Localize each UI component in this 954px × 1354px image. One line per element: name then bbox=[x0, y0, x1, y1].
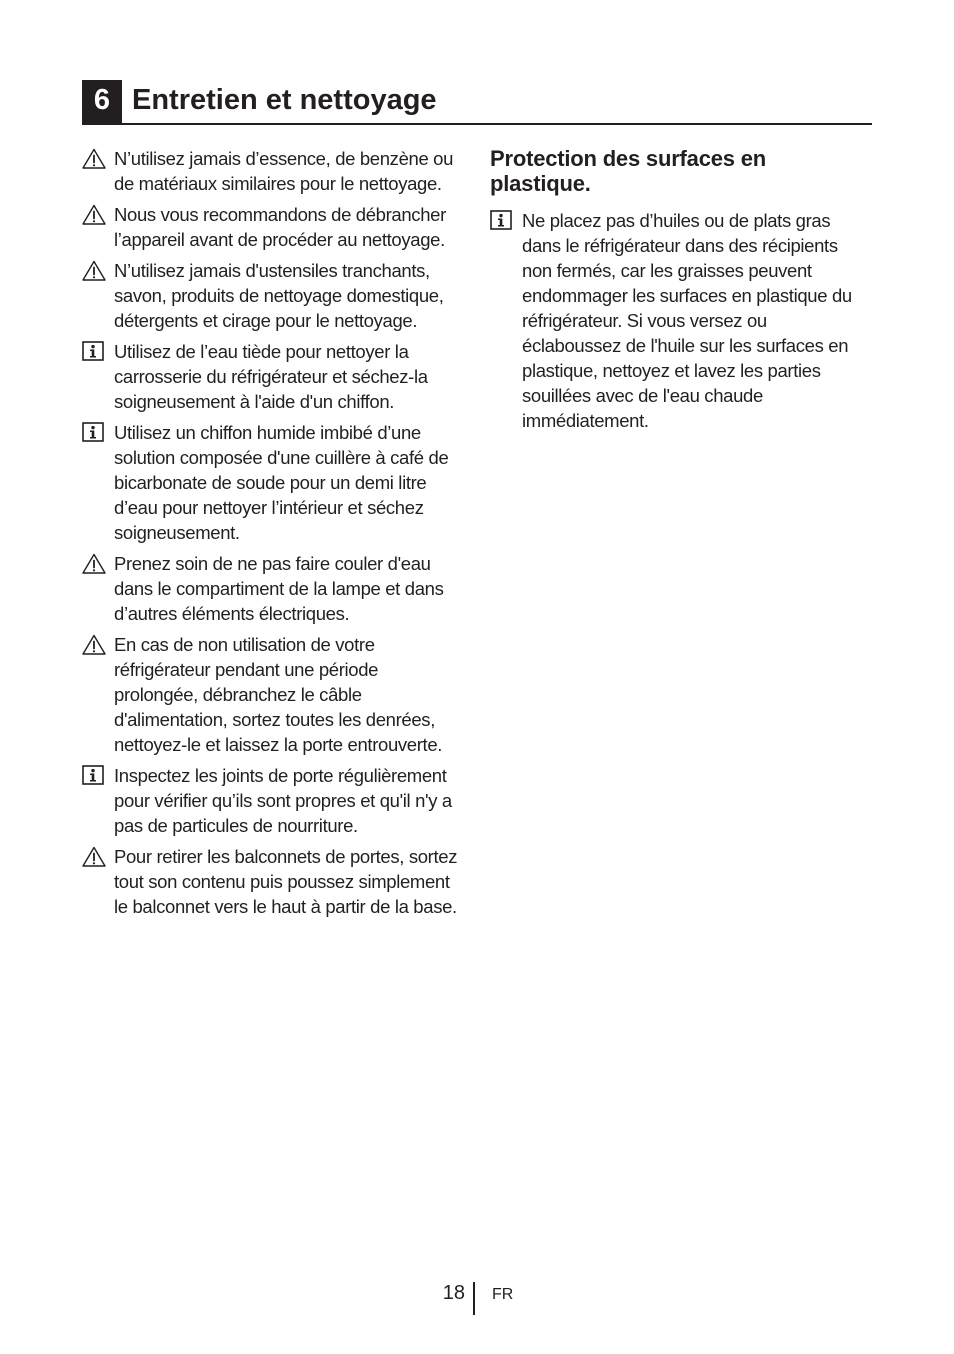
item-text: En cas de non utilisation de votre réfrigérateur pendant une période prolongée, débranchez le câble d'alimentation, sortez toutes les denrées, nettoyez-le et laissez la porte entrouverte. bbox=[114, 634, 443, 755]
chapter-title: Entretien et nettoyage bbox=[132, 84, 437, 116]
list-item bbox=[82, 258, 466, 333]
warning-icon bbox=[82, 148, 106, 169]
footer-divider bbox=[473, 1282, 475, 1315]
item-text: Prenez soin de ne pas faire couler d'eau dans le compartiment de la lampe et dans d’autres éléments électriques. bbox=[114, 553, 444, 624]
right-column bbox=[490, 146, 862, 439]
section-title: Protection des surfaces en plastique. bbox=[490, 146, 767, 196]
chapter-header bbox=[82, 80, 872, 125]
item-text: N’utilisez jamais d'ustensiles tranchants, savon, produits de nettoyage domestique, détergents et cirage pour le nettoyage. bbox=[114, 260, 444, 331]
item-text: Utilisez de l’eau tiède pour nettoyer la carrosserie du réfrigérateur et séchez-la soigneusement à l'aide d'un chiffon. bbox=[114, 341, 428, 412]
section-items bbox=[490, 208, 862, 433]
list-item bbox=[82, 146, 466, 196]
list-item bbox=[82, 844, 466, 919]
list-item bbox=[82, 551, 466, 626]
list-item bbox=[82, 202, 466, 252]
chapter-number: 6 bbox=[82, 80, 122, 123]
language-code: FR bbox=[492, 1286, 514, 1303]
item-text: N’utilisez jamais d’essence, de benzène ou de matériaux similaires pour le nettoyage. bbox=[114, 148, 454, 194]
warning-icon bbox=[82, 553, 106, 574]
warning-icon bbox=[82, 846, 106, 867]
info-icon bbox=[490, 210, 514, 231]
item-text: Utilisez un chiffon humide imbibé d’une solution composée d'une cuillère à café de bicarbonate de soude pour un demi litre d’eau pour nettoyer l’intérieur et séchez soigneusement. bbox=[114, 422, 449, 543]
page-number: 18 bbox=[442, 1282, 465, 1304]
item-text: Nous vous recommandons de débrancher l’appareil avant de procéder au nettoyage. bbox=[114, 204, 446, 250]
warning-icon bbox=[82, 260, 106, 281]
page-footer bbox=[0, 1280, 954, 1320]
info-icon bbox=[82, 422, 106, 443]
item-text: Ne placez pas d’huiles ou de plats gras dans le réfrigérateur dans des récipients non fermés, car les graisses peuvent endommager les surfaces en plastique du réfrigérateur. Si vous versez ou éclaboussez de l'huile sur les surfaces en plastique, nettoyez et lavez les parties souillées avec de l'eau chaude immédiatement. bbox=[522, 210, 852, 431]
item-text: Pour retirer les balconnets de portes, sortez tout son contenu puis poussez simplement le balconnet vers le haut à partir de la base. bbox=[114, 846, 458, 917]
list-item bbox=[82, 632, 466, 757]
warning-icon bbox=[82, 204, 106, 225]
list-item bbox=[82, 420, 466, 545]
list-item bbox=[490, 208, 862, 433]
info-icon bbox=[82, 341, 106, 362]
list-item bbox=[82, 339, 466, 414]
warning-icon bbox=[82, 634, 106, 655]
left-column bbox=[82, 146, 466, 925]
info-icon bbox=[82, 765, 106, 786]
list-item bbox=[82, 763, 466, 838]
item-text: Inspectez les joints de porte régulièrement pour vérifier qu’ils sont propres et qu'il n'y a pas de particules de nourriture. bbox=[114, 765, 452, 836]
